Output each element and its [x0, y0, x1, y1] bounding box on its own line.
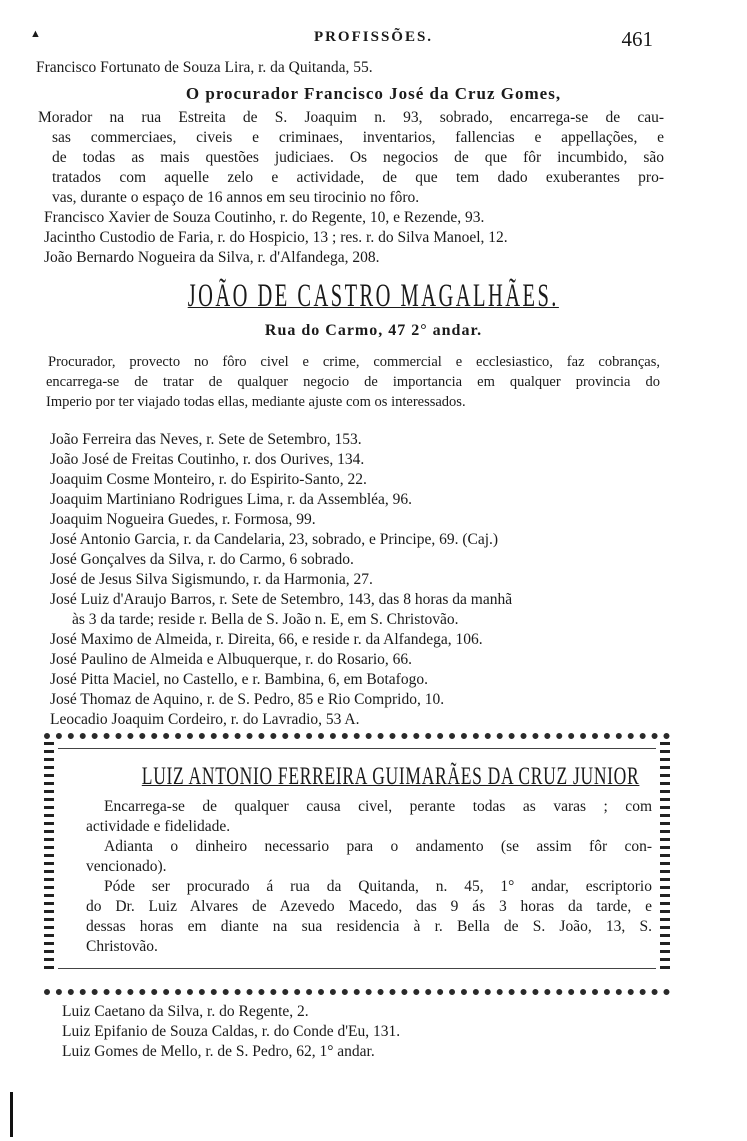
ad-box-right-ornament	[660, 742, 670, 974]
corner-mark: ▲	[30, 28, 41, 40]
list-item: João José de Freitas Coutinho, r. dos Ourives, 134.	[50, 451, 365, 468]
list-item: João Bernardo Nogueira da Silva, r. d'Alfandega, 208.	[44, 249, 380, 266]
boxed-ad-title-text: LUIZ ANTONIO FERREIRA GUIMARÃES DA CRUZ JUNIOR	[141, 763, 640, 790]
list-item: José Maximo de Almeida, r. Direita, 66, e reside r. da Alfandega, 106.	[50, 631, 483, 648]
castro-line: Imperio por ter viajado todas ellas, mediante ajuste com os interessados.	[46, 394, 466, 410]
boxed-ad-title	[141, 763, 640, 791]
list-item: José Antonio Garcia, r. da Candelaria, 23, sobrado, e Principe, 69. (Caj.)	[50, 531, 499, 548]
boxed-ad-line: Christovão.	[86, 938, 158, 955]
procurador-line: vas, durante o espaço de 16 annos em seu tirocinio no fôro.	[52, 189, 420, 206]
page-number: 461	[621, 27, 653, 51]
procurador-line: sas commerciaes, civeis e criminaes, inventarios, fallencias e appellações, e	[52, 129, 664, 146]
list-item: Francisco Xavier de Souza Coutinho, r. do Regente, 10, e Rezende, 93.	[44, 209, 485, 226]
list-item: Joaquim Martiniano Rodrigues Lima, r. da Assembléa, 96.	[50, 491, 413, 508]
castro-line: encarrega-se de tratar de qualquer negocio de importancia em qualquer provincia do	[46, 374, 660, 390]
list-item: José Luiz d'Araujo Barros, r. Sete de Setembro, 143, das 8 horas da manhã	[50, 591, 513, 608]
procurador-line: Morador na rua Estreita de S. Joaquim n. 93, sobrado, encarrega-se de cau-	[38, 109, 664, 126]
castro-name-text: JOÃO DE CASTRO MAGALHÃES.	[187, 278, 559, 314]
page-title: PROFISSÕES.	[313, 29, 434, 45]
list-item: Francisco Fortunato de Souza Lira, r. da Quitanda, 55.	[36, 59, 373, 76]
ad-box-rule	[58, 968, 656, 969]
boxed-ad-line: actividade e fidelidade.	[86, 818, 231, 835]
list-item: José Gonçalves da Silva, r. do Carmo, 6 sobrado.	[50, 551, 354, 568]
list-item: Jacintho Custodio de Faria, r. do Hospicio, 13 ; res. r. do Silva Manoel, 12.	[44, 229, 508, 246]
boxed-ad-line: vencionado).	[86, 858, 167, 875]
margin-mark	[10, 1092, 13, 1137]
boxed-ad-line: Adianta o dinheiro necessario para o andamento (se assim fôr con-	[104, 838, 652, 855]
castro-address: Rua do Carmo, 47 2° andar.	[264, 322, 483, 339]
castro-line: Procurador, provecto no fôro civel e crime, commercial e ecclesiastico, faz cobranças,	[48, 354, 660, 370]
ad-box-rule	[58, 748, 656, 749]
list-item: Joaquim Nogueira Guedes, r. Formosa, 99.	[50, 511, 316, 528]
list-item: Luiz Epifanio de Souza Caldas, r. do Conde d'Eu, 131.	[62, 1023, 401, 1040]
procurador-heading: O procurador Francisco José da Cruz Gomes,	[185, 84, 562, 103]
list-item: José Thomaz de Aquino, r. de S. Pedro, 85 e Rio Comprido, 10.	[50, 691, 445, 708]
list-item: Luiz Gomes de Mello, r. de S. Pedro, 62, 1° andar.	[62, 1043, 375, 1060]
castro-name	[142, 278, 605, 315]
page-header	[0, 27, 747, 51]
procurador-line: de todas as mais questões judiciaes. Os negocios de que fôr incumbido, são	[52, 149, 664, 166]
list-item: João Ferreira das Neves, r. Sete de Setembro, 153.	[50, 431, 362, 448]
list-item: José Paulino de Almeida e Albuquerque, r. do Rosario, 66.	[50, 651, 413, 668]
procurador-line: tratados com aquelle zelo e actividade, de que tem dado exuberantes pro-	[52, 169, 664, 186]
boxed-ad-line: do Dr. Luiz Alvares de Azevedo Macedo, das 9 ás 3 horas da tarde, e	[86, 898, 652, 915]
list-item: Luiz Caetano da Silva, r. do Regente, 2.	[62, 1003, 309, 1020]
list-item: Leocadio Joaquim Cordeiro, r. do Lavradio, 53 A.	[50, 711, 360, 728]
boxed-ad-line: dessas horas em diante na sua residencia à r. Bella de S. João, 13, S.	[86, 918, 652, 935]
list-item: José Pitta Maciel, no Castello, e r. Bambina, 6, em Botafogo.	[50, 671, 428, 688]
list-item: às 3 da tarde; reside r. Bella de S. João n. E, em S. Christovão.	[72, 611, 459, 628]
boxed-ad-line: Póde ser procurado á rua da Quitanda, n. 45, 1° andar, escriptorio	[104, 878, 652, 895]
list-item: Joaquim Cosme Monteiro, r. do Espirito-Santo, 22.	[50, 471, 367, 488]
boxed-ad-line: Encarrega-se de qualquer causa civel, perante todas as varas ; com	[104, 798, 652, 815]
list-item: José de Jesus Silva Sigismundo, r. da Harmonia, 27.	[50, 571, 373, 588]
ad-box-left-ornament	[44, 742, 54, 974]
